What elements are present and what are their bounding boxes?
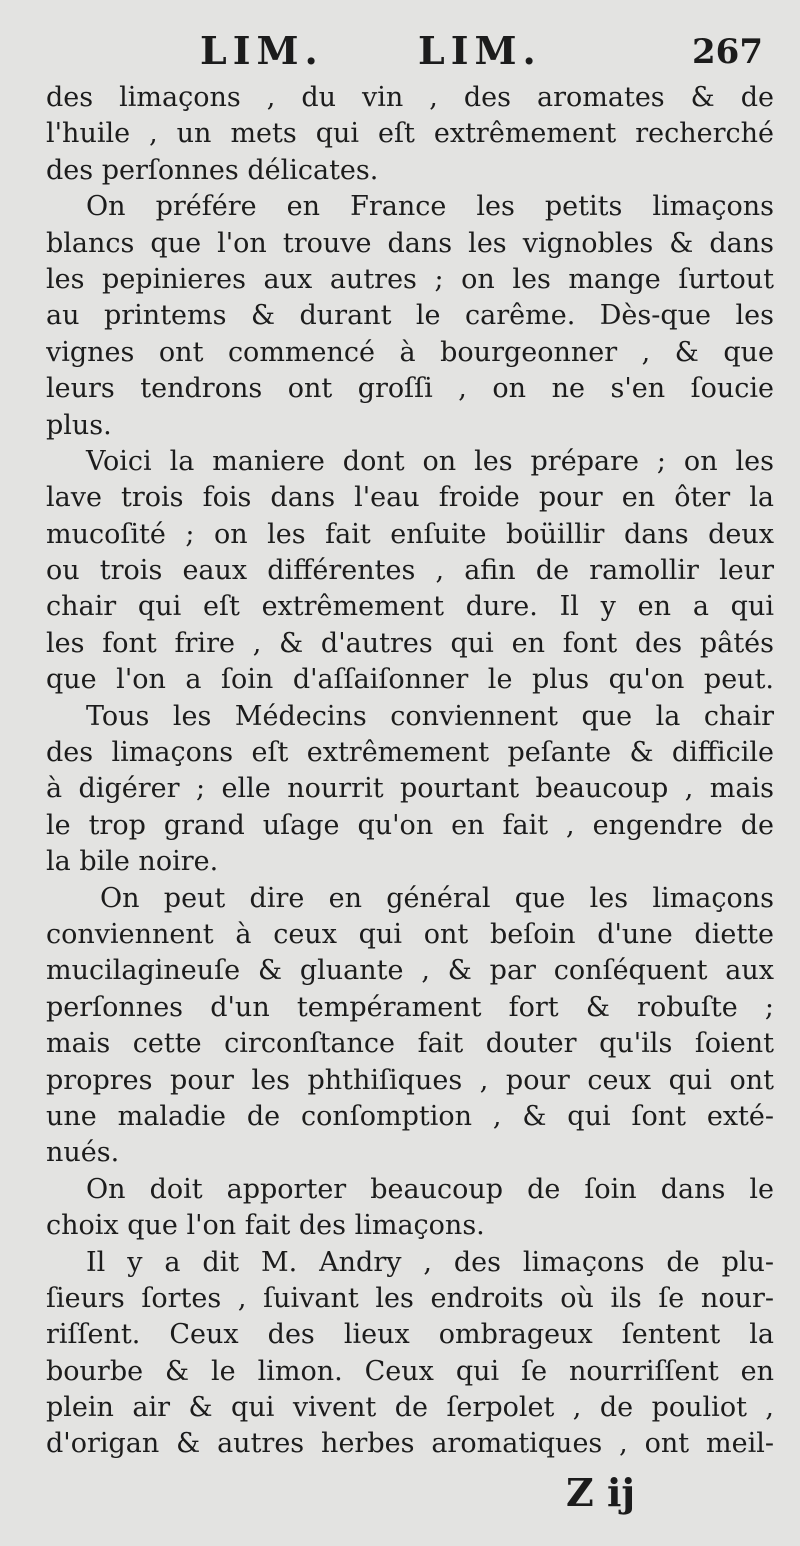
text-line: lave trois fois dans l'eau froide pour en ôter la xyxy=(46,482,774,514)
text-line: On préfére en France les petits limaçons xyxy=(86,191,774,223)
text-line: On doit apporter beaucoup de ſoin dans le xyxy=(86,1173,774,1205)
text-line: nués. xyxy=(46,1137,120,1169)
text-line: perſonnes d'un tempérament fort & robuſte ; xyxy=(46,991,774,1023)
page-number: 267 xyxy=(692,32,763,72)
text-line: Il y a dit M. Andry , des limaçons de plu- xyxy=(86,1246,774,1278)
text-line: mucilagineuſe & gluante , & par conſéquent aux xyxy=(46,955,774,987)
text-line: propres pour les phthiſiques , pour ceux qui ont xyxy=(46,1064,774,1096)
text-line: d'origan & autres herbes aromatiques , ont meil- xyxy=(46,1428,774,1460)
text-line: l'huile , un mets qui eſt extrêmement recherché xyxy=(46,118,774,150)
text-line: vignes ont commencé à bourgeonner , & que xyxy=(46,336,774,368)
text-line: que l'on a ſoin d'aſſaiſonner le plus qu'on peut. xyxy=(46,664,774,696)
text-line: Tous les Médecins conviennent que la chair xyxy=(86,700,774,732)
text-line: bourbe & le limon. Ceux qui ſe nourriſſent en xyxy=(46,1355,774,1387)
text-line: plein air & qui vivent de ſerpolet , de pouliot , xyxy=(46,1392,774,1424)
text-line: mais cette circonſtance fait douter qu'ils ſoient xyxy=(46,1028,774,1060)
text-line: plus. xyxy=(46,409,112,441)
signature-mark: Z ij xyxy=(566,1470,636,1515)
text-line: mucoſité ; on les fait enſuite boüillir dans deux xyxy=(46,518,774,550)
text-line: chair qui eſt extrêmement dure. Il y en a qui xyxy=(46,591,774,623)
text-line: une maladie de conſomption , & qui ſont exté- xyxy=(46,1100,774,1132)
running-head-right: LIM. xyxy=(418,28,542,73)
text-line: des perſonnes délicates. xyxy=(46,154,379,186)
page-header xyxy=(0,28,800,80)
text-line: la bile noire. xyxy=(46,846,219,878)
text-line: les font frire , & d'autres qui en font des pâtés xyxy=(46,627,774,659)
running-head-left: LIM. xyxy=(200,28,324,73)
text-line: choix que l'on fait des limaçons. xyxy=(46,1210,485,1242)
text-line: des limaçons eſt extrêmement peſante & difficile xyxy=(46,737,774,769)
text-line: ſieurs ſortes , ſuivant les endroits où ils ſe nour- xyxy=(46,1282,774,1314)
text-line: les pepinieres aux autres ; on les mange ſurtout xyxy=(46,263,774,295)
text-line: le trop grand uſage qu'on en fait , engendre de xyxy=(46,809,774,841)
text-line: riſſent. Ceux des lieux ombrageux ſentent la xyxy=(46,1319,774,1351)
text-line: ou trois eaux différentes , afin de ramollir leur xyxy=(46,555,774,587)
text-line: au printems & durant le carême. Dès-que les xyxy=(46,300,774,332)
text-line: On peut dire en général que les limaçons xyxy=(100,882,774,914)
text-line: des limaçons , du vin , des aromates & de xyxy=(46,82,774,113)
text-line: leurs tendrons ont groſſi , on ne s'en ſoucie xyxy=(46,373,774,405)
text-line: conviennent à ceux qui ont beſoin d'une diette xyxy=(46,918,774,950)
text-line: blancs que l'on trouve dans les vignobles & dans xyxy=(46,227,774,259)
text-line: Voici la maniere dont on les prépare ; on les xyxy=(86,445,774,477)
text-line: à digérer ; elle nourrit pourtant beaucoup , mais xyxy=(46,773,774,805)
text-body xyxy=(46,80,774,1463)
